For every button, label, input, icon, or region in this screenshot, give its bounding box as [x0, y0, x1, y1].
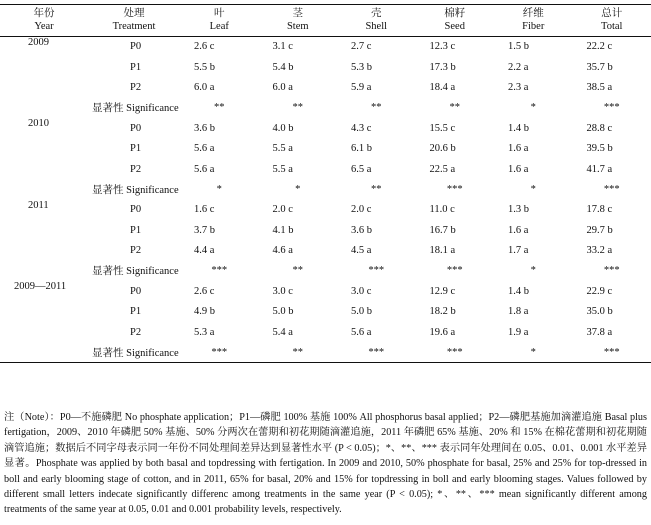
treatment-cell: P0: [130, 122, 142, 134]
fiber-value-cell: 1.5 b: [508, 41, 529, 53]
leaf-value-cell: 5.6 a: [194, 143, 215, 155]
stem-value-cell: 4.6 a: [272, 245, 293, 257]
shell-value-cell: 5.6 a: [351, 326, 372, 338]
table-row: [0, 281, 651, 301]
seed-significance-cell: **: [449, 102, 460, 114]
fiber-value-cell: 1.8 a: [508, 306, 529, 318]
table-row: [0, 200, 651, 220]
year-cell: 2011: [28, 199, 49, 211]
shell-value-cell: 2.0 c: [351, 204, 372, 216]
shell-value-cell: 5.0 b: [351, 306, 372, 318]
year-cell-empty: [0, 138, 88, 158]
seed-value-cell: 11.0 c: [429, 204, 455, 216]
fiber-value-cell: 1.6 a: [508, 224, 529, 236]
leaf-significance-cell: ***: [211, 265, 228, 277]
shell-value-cell: 4.3 c: [351, 122, 372, 134]
total-value-cell: 22.2 c: [586, 41, 613, 53]
stem-value-cell: 4.1 b: [272, 224, 294, 236]
total-value-cell: 33.2 a: [586, 245, 613, 257]
stem-value-cell: 5.4 b: [272, 61, 294, 73]
year-cell-empty: [0, 342, 88, 362]
fiber-significance-cell: *: [530, 102, 536, 114]
year-cell-empty: [0, 322, 88, 342]
fiber-value-cell: 1.4 b: [508, 285, 529, 297]
header-fiber: 纤维 Fiber: [522, 8, 545, 32]
stem-value-cell: 3.0 c: [272, 285, 293, 297]
year-cell-empty: [0, 261, 88, 281]
leaf-value-cell: 2.6 c: [194, 285, 215, 297]
shell-significance-cell: ***: [368, 265, 385, 277]
year-cell: 2010: [28, 118, 49, 130]
significance-row: [0, 342, 651, 362]
total-value-cell: 41.7 a: [586, 163, 613, 175]
total-value-cell: 22.9 c: [586, 285, 613, 297]
header-seed: 棉籽 Seed: [444, 8, 466, 32]
table-row: [0, 138, 651, 158]
shell-value-cell: 3.0 c: [351, 285, 372, 297]
total-significance-cell: ***: [603, 102, 620, 114]
leaf-value-cell: 5.5 b: [194, 61, 215, 73]
leaf-value-cell: 3.6 b: [194, 122, 215, 134]
seed-value-cell: 12.9 c: [429, 285, 456, 297]
year-cell: 2009: [28, 37, 49, 48]
treatment-cell: P0: [130, 285, 142, 297]
table-row: [0, 220, 651, 240]
shell-value-cell: 4.5 a: [351, 245, 372, 257]
shell-value-cell: 5.3 b: [351, 61, 372, 73]
leaf-value-cell: 5.3 a: [194, 326, 215, 338]
treatment-cell: P2: [130, 326, 142, 338]
leaf-value-cell: 3.7 b: [194, 224, 215, 236]
shell-value-cell: 6.5 a: [351, 163, 372, 175]
significance-label: 显著性 Significance: [92, 347, 179, 359]
seed-value-cell: 18.4 a: [429, 81, 456, 93]
stem-significance-cell: **: [292, 346, 303, 358]
total-significance-cell: ***: [603, 346, 620, 358]
year-cell-empty: [0, 98, 88, 118]
fiber-value-cell: 1.9 a: [508, 326, 529, 338]
leaf-significance-cell: **: [214, 102, 225, 114]
total-value-cell: 29.7 b: [586, 224, 613, 236]
table-row: [0, 322, 651, 342]
stem-value-cell: 5.0 b: [272, 306, 294, 318]
total-value-cell: 39.5 b: [586, 143, 613, 155]
fiber-value-cell: 1.6 a: [508, 143, 529, 155]
leaf-significance-cell: *: [216, 183, 222, 195]
stem-value-cell: 5.5 a: [272, 163, 293, 175]
seed-value-cell: 15.5 c: [429, 122, 456, 134]
fiber-value-cell: 1.6 a: [508, 163, 529, 175]
treatment-cell: P1: [130, 61, 142, 73]
fiber-significance-cell: *: [530, 183, 536, 195]
stem-significance-cell: **: [292, 265, 303, 277]
significance-label: 显著性 Significance: [92, 266, 179, 278]
stem-value-cell: 6.0 a: [272, 81, 293, 93]
total-value-cell: 28.8 c: [586, 122, 613, 134]
table-header-row: [0, 5, 651, 37]
table-row: [0, 302, 651, 322]
stem-value-cell: 2.0 c: [272, 204, 293, 216]
biomass-table: [0, 4, 651, 363]
table-row: [0, 37, 651, 57]
fiber-value-cell: 1.4 b: [508, 122, 529, 134]
table-row: [0, 77, 651, 97]
year-cell-empty: [0, 57, 88, 77]
shell-value-cell: 2.7 c: [351, 41, 372, 53]
header-treatment: 处理 Treatment: [112, 8, 156, 32]
treatment-cell: P1: [130, 306, 142, 318]
significance-row: [0, 98, 651, 118]
seed-significance-cell: ***: [446, 346, 463, 358]
treatment-cell: P0: [130, 41, 142, 53]
total-significance-cell: ***: [603, 265, 620, 277]
leaf-value-cell: 5.6 a: [194, 163, 215, 175]
significance-row: [0, 179, 651, 199]
fiber-value-cell: 2.3 a: [508, 81, 529, 93]
total-value-cell: 37.8 a: [586, 326, 613, 338]
shell-value-cell: 3.6 b: [351, 224, 372, 236]
table-row: [0, 57, 651, 77]
stem-value-cell: 5.4 a: [272, 326, 293, 338]
seed-significance-cell: ***: [446, 183, 463, 195]
significance-row: [0, 261, 651, 281]
total-value-cell: 35.7 b: [586, 61, 613, 73]
seed-value-cell: 19.6 a: [429, 326, 456, 338]
stem-value-cell: 5.5 a: [272, 143, 293, 155]
total-value-cell: 35.0 b: [586, 306, 613, 318]
year-cell-empty: [0, 159, 88, 179]
header-leaf: 叶 Leaf: [209, 8, 229, 32]
stem-significance-cell: **: [292, 102, 303, 114]
shell-significance-cell: **: [371, 183, 382, 195]
table-row: [0, 118, 651, 138]
treatment-cell: P1: [130, 224, 142, 236]
fiber-significance-cell: *: [530, 346, 536, 358]
treatment-cell: P1: [130, 143, 142, 155]
shell-significance-cell: ***: [368, 346, 385, 358]
stem-value-cell: 4.0 b: [272, 122, 294, 134]
significance-label: 显著性 Significance: [92, 184, 179, 196]
leaf-value-cell: 2.6 c: [194, 41, 215, 53]
treatment-cell: P2: [130, 81, 142, 93]
total-value-cell: 17.8 c: [586, 204, 613, 216]
year-cell-empty: [0, 302, 88, 322]
year-cell-empty: [0, 220, 88, 240]
table-body: [0, 37, 651, 363]
year-cell: 2009—2011: [14, 281, 67, 293]
fiber-value-cell: 1.3 b: [508, 204, 529, 216]
seed-value-cell: 18.1 a: [429, 245, 456, 257]
year-cell-empty: [0, 77, 88, 97]
header-shell: 壳 Shell: [365, 8, 388, 32]
year-cell-empty: [0, 179, 88, 199]
header-year: 年份 Year: [33, 8, 55, 32]
table-row: [0, 240, 651, 260]
fiber-significance-cell: *: [530, 265, 536, 277]
treatment-cell: P2: [130, 245, 142, 257]
shell-value-cell: 5.9 a: [351, 81, 372, 93]
year-cell-empty: [0, 240, 88, 260]
leaf-value-cell: 4.4 a: [194, 245, 215, 257]
significance-label: 显著性 Significance: [92, 103, 179, 115]
seed-value-cell: 22.5 a: [429, 163, 456, 175]
shell-value-cell: 6.1 b: [351, 143, 372, 155]
fiber-value-cell: 2.2 a: [508, 61, 529, 73]
leaf-value-cell: 1.6 c: [194, 204, 215, 216]
seed-value-cell: 16.7 b: [429, 224, 456, 236]
seed-value-cell: 12.3 c: [429, 41, 456, 53]
leaf-value-cell: 6.0 a: [194, 81, 215, 93]
fiber-value-cell: 1.7 a: [508, 245, 529, 257]
leaf-significance-cell: ***: [211, 346, 228, 358]
treatment-cell: P0: [130, 204, 142, 216]
seed-value-cell: 18.2 b: [429, 306, 456, 318]
table-footnote: 注（Note）：P0—不施磷肥 No phosphate application；P1—磷肥 100% 基施 100% All phosphorus basal applied；P2—磷肥基施加滴灌追施 Basal plus fertigation，2009、2010 年磷肥 50% 基施、50% 分两次在蕾期和初花期随滴灌追施，2011 年磷肥 65% 基施、20% 和 15% 在棉花蕾期和初花期随滴管追施；数据后不同字母表示同一年份不同处理间差异达到显著性水平 (P < 0.05)；*、**、*** 表示同年处理间在 0.05、0.01、0.001 水平差异显著。Phosphate was applied by both basal and topdressing with fertigation. In 2009 and 2010, 50% phosphate for basal, 25% and 25% for top-dressed in boll and early blooming stage of cotton, and in 2011, 65% for basal, 20% and 15% for topdressing in boll and early blooming stages. Values followed by different small letters indecate significantly differenc among treatments in the same year (P < 0.05); *、**、*** mean significantly different among treatments of the same year at 0.05, 0.01 and 0.001 probability levels, respectively.: [4, 412, 648, 516]
table-row: [0, 159, 651, 179]
header-stem: 茎 Stem: [286, 8, 309, 32]
seed-value-cell: 17.3 b: [429, 61, 456, 73]
header-total: 总计 Total: [601, 8, 623, 32]
treatment-cell: P2: [130, 163, 142, 175]
total-value-cell: 38.5 a: [586, 81, 613, 93]
shell-significance-cell: **: [371, 102, 382, 114]
seed-value-cell: 20.6 b: [429, 143, 456, 155]
stem-value-cell: 3.1 c: [272, 41, 293, 53]
total-significance-cell: ***: [603, 183, 620, 195]
seed-significance-cell: ***: [446, 265, 463, 277]
stem-significance-cell: *: [295, 183, 301, 195]
leaf-value-cell: 4.9 b: [194, 306, 215, 318]
